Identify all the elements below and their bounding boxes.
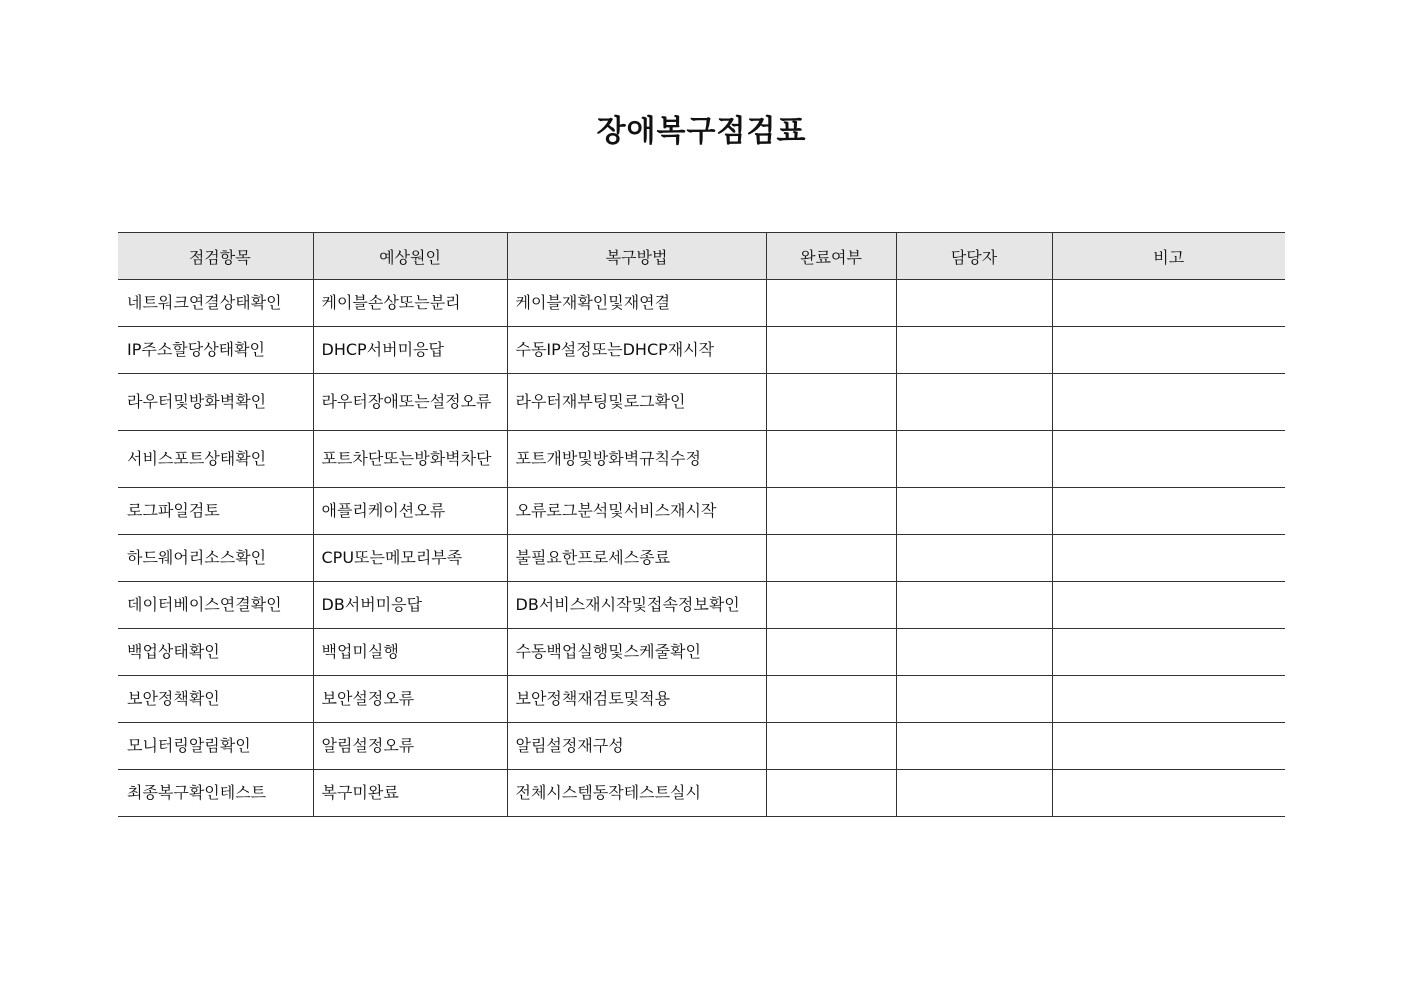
cell-owner[interactable] bbox=[896, 676, 1052, 723]
cell-check-item: IP주소할당상태확인 bbox=[118, 327, 313, 374]
table-row bbox=[118, 582, 1285, 629]
cell-expected-cause: 알림설정오류 bbox=[313, 723, 507, 770]
cell-check-item: 서비스포트상태확인 bbox=[118, 431, 313, 488]
cell-expected-cause: 포트차단또는방화벽차단 bbox=[313, 431, 507, 488]
table-row bbox=[118, 280, 1285, 327]
cell-owner[interactable] bbox=[896, 488, 1052, 535]
cell-check-item: 최종복구확인테스트 bbox=[118, 770, 313, 817]
cell-owner[interactable] bbox=[896, 374, 1052, 431]
cell-completion[interactable] bbox=[766, 488, 896, 535]
header-remarks: 비고 bbox=[1052, 233, 1285, 280]
document-title: 장애복구점검표 bbox=[596, 114, 807, 149]
cell-remarks[interactable] bbox=[1052, 723, 1285, 770]
header-recovery-method: 복구방법 bbox=[507, 233, 766, 280]
cell-recovery-method: 전체시스템동작테스트실시 bbox=[507, 770, 766, 817]
table-row bbox=[118, 535, 1285, 582]
table-row bbox=[118, 629, 1285, 676]
cell-recovery-method: 수동백업실행및스케줄확인 bbox=[507, 629, 766, 676]
cell-recovery-method: 포트개방및방화벽규칙수정 bbox=[507, 431, 766, 488]
cell-check-item: 데이터베이스연결확인 bbox=[118, 582, 313, 629]
cell-expected-cause: 백업미실행 bbox=[313, 629, 507, 676]
cell-recovery-method: DB서비스재시작및접속정보확인 bbox=[507, 582, 766, 629]
cell-owner[interactable] bbox=[896, 535, 1052, 582]
cell-check-item: 라우터및방화벽확인 bbox=[118, 374, 313, 431]
cell-completion[interactable] bbox=[766, 582, 896, 629]
cell-recovery-method: 오류로그분석및서비스재시작 bbox=[507, 488, 766, 535]
cell-owner[interactable] bbox=[896, 770, 1052, 817]
cell-recovery-method: 알림설정재구성 bbox=[507, 723, 766, 770]
cell-expected-cause: CPU또는메모리부족 bbox=[313, 535, 507, 582]
cell-remarks[interactable] bbox=[1052, 770, 1285, 817]
cell-expected-cause: 애플리케이션오류 bbox=[313, 488, 507, 535]
cell-owner[interactable] bbox=[896, 582, 1052, 629]
cell-completion[interactable] bbox=[766, 723, 896, 770]
cell-remarks[interactable] bbox=[1052, 676, 1285, 723]
cell-owner[interactable] bbox=[896, 723, 1052, 770]
cell-check-item: 모니터링알림확인 bbox=[118, 723, 313, 770]
cell-expected-cause: DB서버미응답 bbox=[313, 582, 507, 629]
cell-owner[interactable] bbox=[896, 431, 1052, 488]
cell-owner[interactable] bbox=[896, 327, 1052, 374]
table-header-row bbox=[118, 233, 1285, 280]
cell-completion[interactable] bbox=[766, 280, 896, 327]
table-row bbox=[118, 374, 1285, 431]
cell-completion[interactable] bbox=[766, 535, 896, 582]
cell-check-item: 보안정책확인 bbox=[118, 676, 313, 723]
cell-owner[interactable] bbox=[896, 280, 1052, 327]
cell-recovery-method: 수동IP설정또는DHCP재시작 bbox=[507, 327, 766, 374]
recovery-checklist-table bbox=[118, 232, 1285, 817]
header-owner: 담당자 bbox=[896, 233, 1052, 280]
table-row bbox=[118, 488, 1285, 535]
header-expected-cause: 예상원인 bbox=[313, 233, 507, 280]
cell-check-item: 백업상태확인 bbox=[118, 629, 313, 676]
cell-expected-cause: 복구미완료 bbox=[313, 770, 507, 817]
cell-completion[interactable] bbox=[766, 374, 896, 431]
cell-completion[interactable] bbox=[766, 770, 896, 817]
table-row bbox=[118, 723, 1285, 770]
cell-remarks[interactable] bbox=[1052, 327, 1285, 374]
table-body bbox=[118, 280, 1285, 817]
table-row bbox=[118, 327, 1285, 374]
cell-expected-cause: 보안설정오류 bbox=[313, 676, 507, 723]
cell-remarks[interactable] bbox=[1052, 629, 1285, 676]
cell-check-item: 로그파일검토 bbox=[118, 488, 313, 535]
cell-remarks[interactable] bbox=[1052, 374, 1285, 431]
cell-check-item: 하드웨어리소스확인 bbox=[118, 535, 313, 582]
table-row bbox=[118, 431, 1285, 488]
cell-remarks[interactable] bbox=[1052, 431, 1285, 488]
cell-recovery-method: 보안정책재검토및적용 bbox=[507, 676, 766, 723]
cell-remarks[interactable] bbox=[1052, 535, 1285, 582]
cell-owner[interactable] bbox=[896, 629, 1052, 676]
cell-recovery-method: 케이블재확인및재연결 bbox=[507, 280, 766, 327]
cell-completion[interactable] bbox=[766, 327, 896, 374]
header-completion: 완료여부 bbox=[766, 233, 896, 280]
cell-recovery-method: 불필요한프로세스종료 bbox=[507, 535, 766, 582]
cell-completion[interactable] bbox=[766, 431, 896, 488]
cell-remarks[interactable] bbox=[1052, 582, 1285, 629]
cell-remarks[interactable] bbox=[1052, 280, 1285, 327]
table-row bbox=[118, 676, 1285, 723]
cell-expected-cause: DHCP서버미응답 bbox=[313, 327, 507, 374]
table-row bbox=[118, 770, 1285, 817]
cell-expected-cause: 케이블손상또는분리 bbox=[313, 280, 507, 327]
cell-check-item: 네트워크연결상태확인 bbox=[118, 280, 313, 327]
cell-expected-cause: 라우터장애또는설정오류 bbox=[313, 374, 507, 431]
cell-remarks[interactable] bbox=[1052, 488, 1285, 535]
cell-completion[interactable] bbox=[766, 676, 896, 723]
cell-recovery-method: 라우터재부팅및로그확인 bbox=[507, 374, 766, 431]
header-check-item: 점검항목 bbox=[118, 233, 313, 280]
cell-completion[interactable] bbox=[766, 629, 896, 676]
